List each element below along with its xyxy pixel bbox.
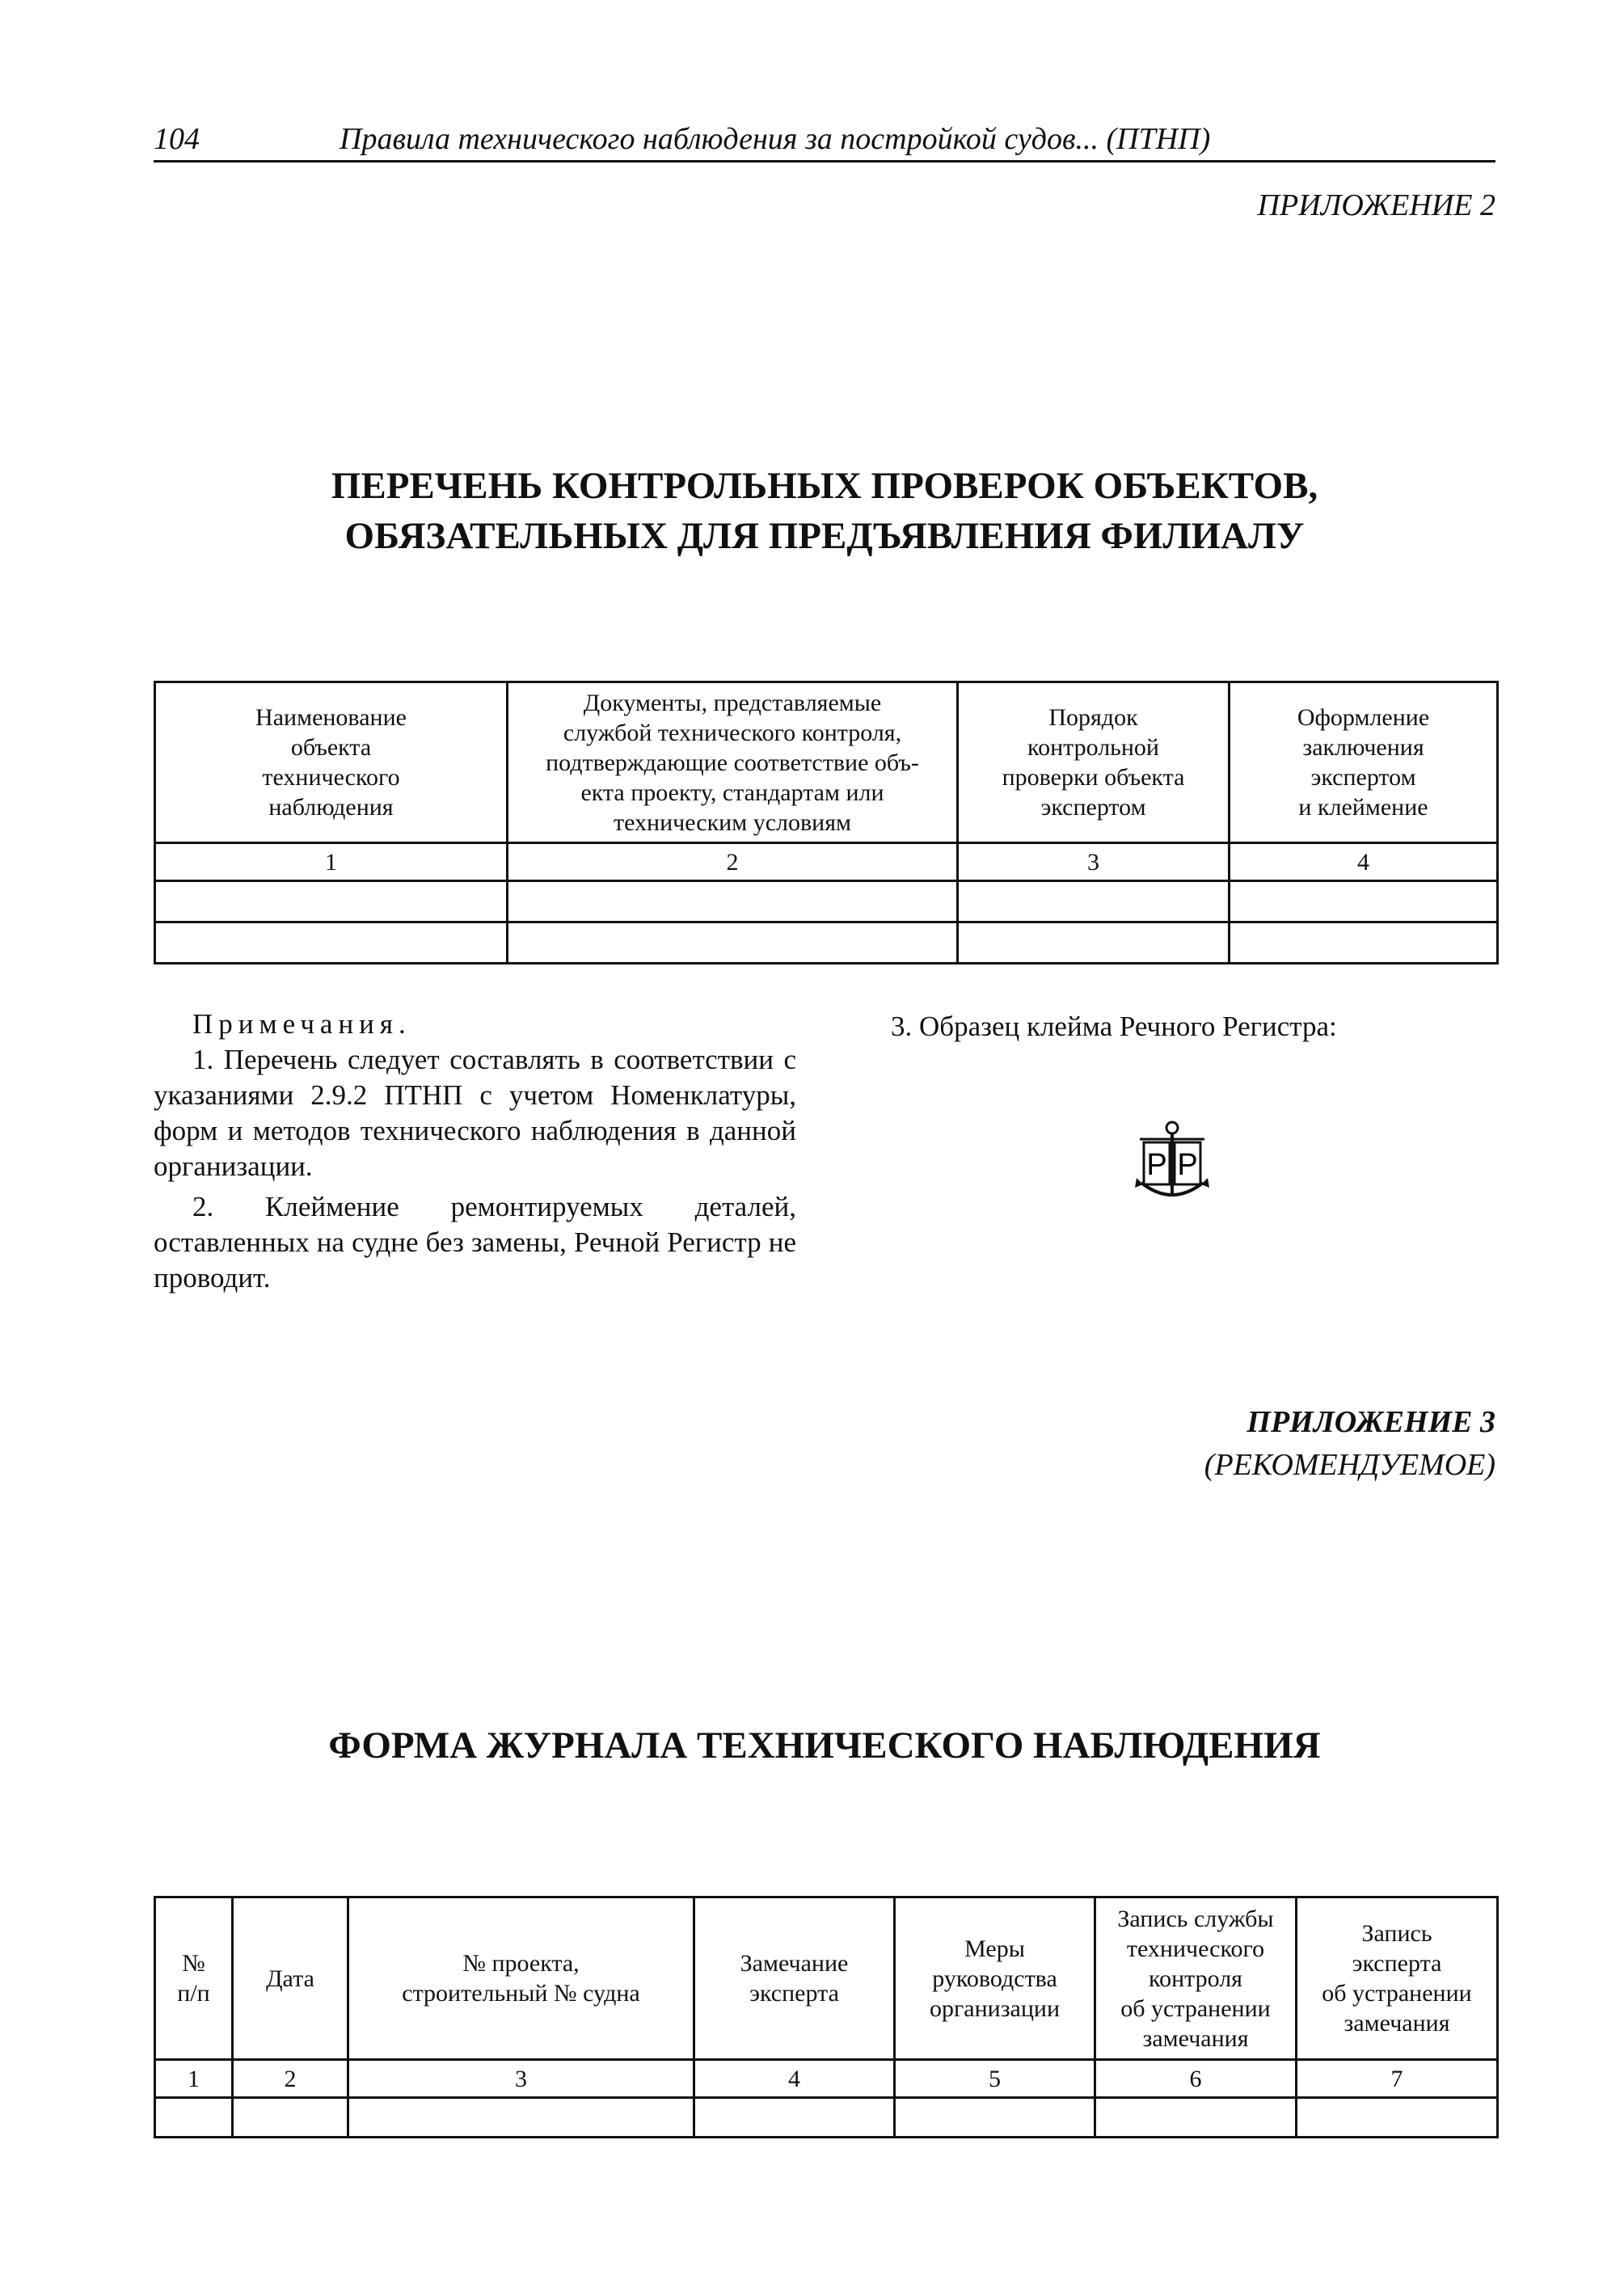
header-cell: Наименование объекта технического наблюдения [155,682,508,843]
column-number: 2 [508,843,958,881]
page-number: 104 [154,122,200,156]
appendix-3-sublabel: (РЕКОМЕНДУЕМОЕ) [1204,1448,1495,1482]
header-cell: № п/п [155,1897,233,2060]
appendix-3-title: ФОРМА ЖУРНАЛА ТЕХНИЧЕСКОГО НАБЛЮДЕНИЯ [328,1724,1321,1766]
column-number: 2 [233,2060,348,2098]
table-row [155,922,1498,964]
header-rule [154,160,1495,163]
appendix-3-label: ПРИЛОЖЕНИЕ 3 [1246,1405,1495,1439]
notes-block [154,1007,796,1301]
empty-cell [1230,881,1498,922]
empty-cell [958,922,1230,964]
table-header-row [155,1897,1498,2060]
column-number: 1 [155,2060,233,2098]
header-cell: Дата [233,1897,348,2060]
running-title: Правила технического наблюдения за постройкой судов... (ПТНП) [340,122,1211,156]
empty-cell [233,2098,348,2138]
table-header-row [155,682,1498,843]
notes-caption: Примечания. [192,1008,411,1040]
empty-cell [508,881,958,922]
empty-cell [694,2098,895,2138]
stamp-letter: Р [1177,1148,1198,1182]
header-cell: Запись эксперта об устранении замечания [1297,1897,1498,2060]
table-row [155,2098,1498,2138]
header-cell: Меры руководства организации [895,1897,1095,2060]
appendix-2-title [154,461,1495,561]
header-cell: Порядок контрольной проверки объекта экспертом [958,682,1230,843]
title-line: ОБЯЗАТЕЛЬНЫХ ДЛЯ ПРЕДЪЯВЛЕНИЯ ФИЛИАЛУ [344,515,1305,557]
note-item: 1. Перечень следует составлять в соответствии с указаниями 2.9.2 ПТНП с учетом Номенклатуры, форм и методов технического наблюдения в данной организации. [154,1044,796,1182]
anchor-stamp-icon [1132,1120,1213,1209]
control-checks-table [154,681,1499,964]
empty-cell [155,922,508,964]
table-row [155,881,1498,922]
note-item-3: 3. Образец клейма Речного Регистра: [891,1011,1337,1042]
empty-cell [1230,922,1498,964]
column-number: 4 [694,2060,895,2098]
column-number: 3 [958,843,1230,881]
empty-cell [958,881,1230,922]
column-number-row [155,2060,1498,2098]
column-number-row [155,843,1498,881]
column-number: 3 [348,2060,694,2098]
title-line: ПЕРЕЧЕНЬ КОНТРОЛЬНЫХ ПРОВЕРОК ОБЪЕКТОВ, [331,465,1318,507]
empty-cell [155,881,508,922]
header-cell: № проекта, строительный № судна [348,1897,694,2060]
supervision-journal-table [154,1896,1499,2138]
empty-cell [895,2098,1095,2138]
appendix-2-label: ПРИЛОЖЕНИЕ 2 [1257,188,1495,222]
empty-cell [348,2098,694,2138]
empty-cell [508,922,958,964]
column-number: 4 [1230,843,1498,881]
column-number: 6 [1095,2060,1297,2098]
empty-cell [1095,2098,1297,2138]
header-cell: Документы, представляемые службой технического контроля, подтверждающие соответствие объ- екта проекту, стандартам или техническим условиям [508,682,958,843]
empty-cell [155,2098,233,2138]
column-number: 5 [895,2060,1095,2098]
column-number: 1 [155,843,508,881]
column-number: 7 [1297,2060,1498,2098]
header-cell: Запись службы технического контроля об устранении замечания [1095,1897,1297,2060]
header-cell: Оформление заключения экспертом и клеймение [1230,682,1498,843]
header-cell: Замечание эксперта [694,1897,895,2060]
stamp-letter: Р [1146,1148,1167,1182]
note-item: 2. Клеймение ремонтируемых деталей, оставленных на судне без замены, Речной Регистр не проводит. [154,1191,796,1294]
empty-cell [1297,2098,1498,2138]
